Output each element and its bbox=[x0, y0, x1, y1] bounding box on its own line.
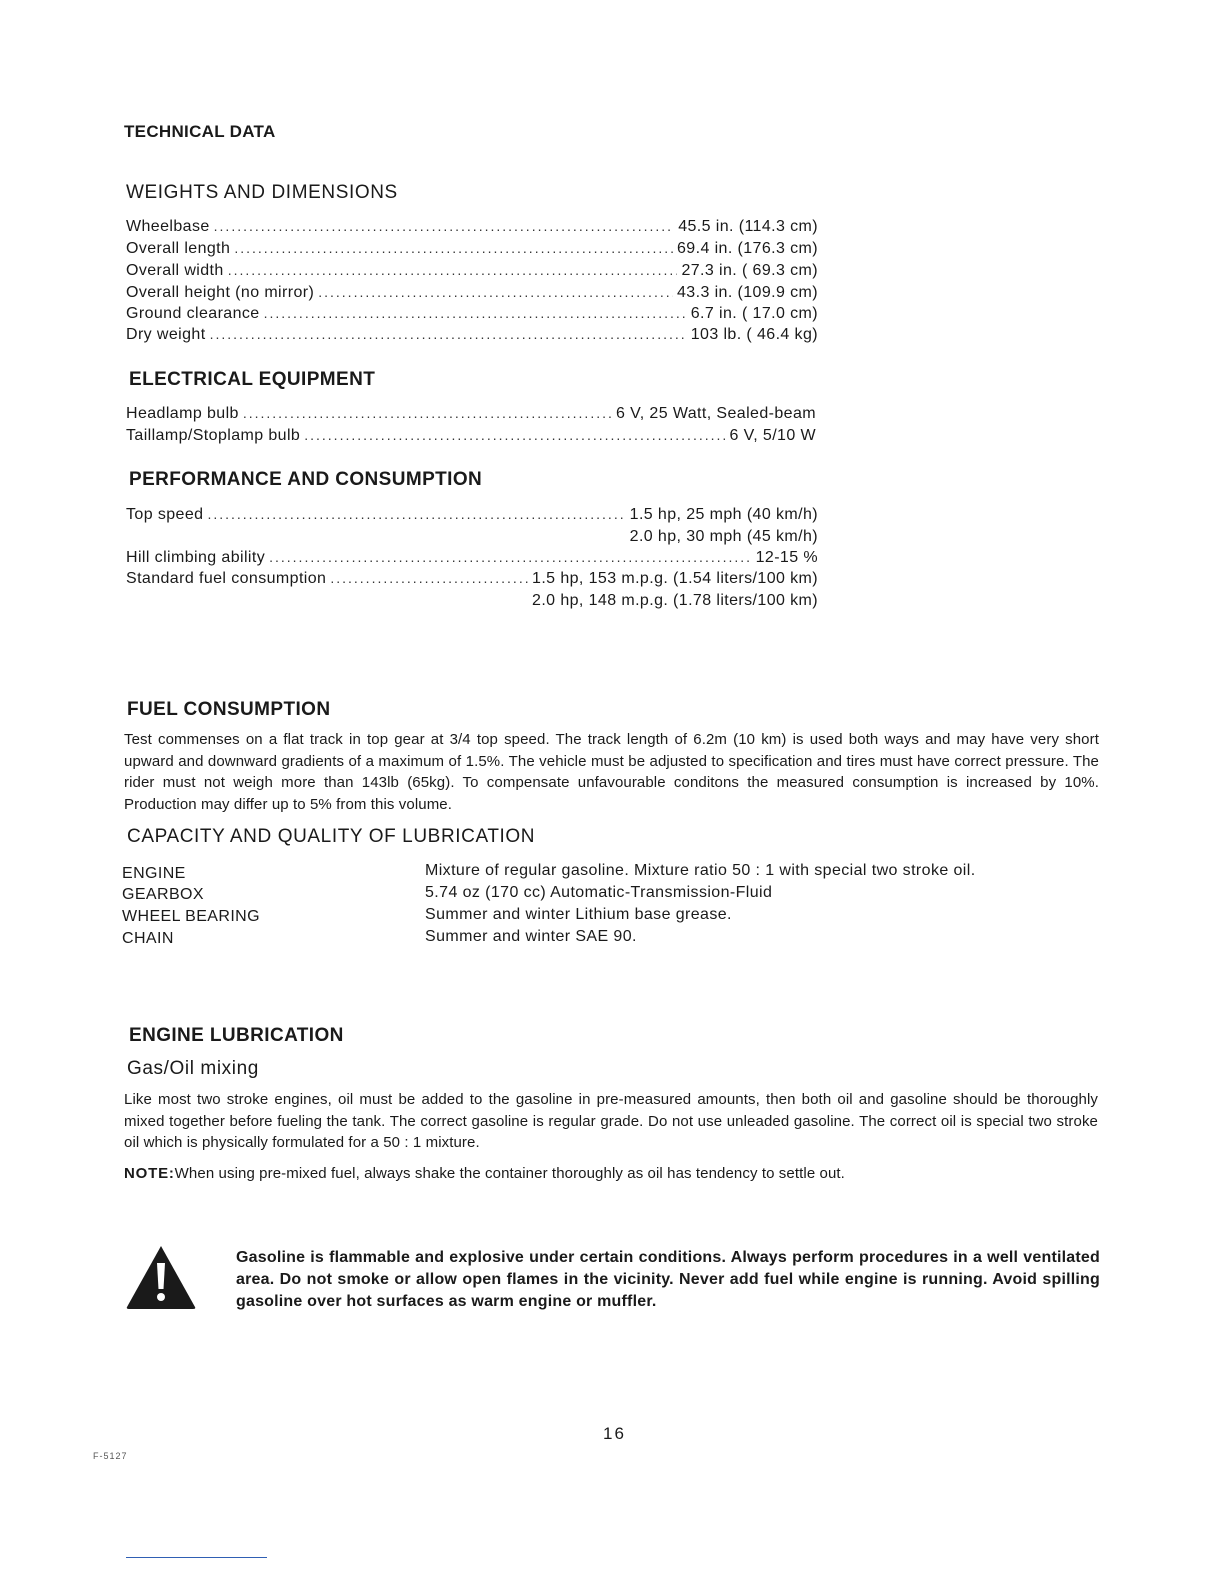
spec-label: Overall length bbox=[126, 240, 231, 257]
spec-row bbox=[126, 549, 818, 571]
lubrication-heading: CAPACITY AND QUALITY OF LUBRICATION bbox=[127, 826, 536, 847]
engine-lub-paragraph: Like most two stroke engines, oil must be added to the gasoline in pre-measured amounts, then both oil and gasoline should be thoroughly mixed together before fueling the tank. The correct gasoline is regular grade. Do not use unleaded gasoline. The correct oil is special two stroke oil which is physically formulated for a 50 : 1 mixture. bbox=[124, 1091, 1098, 1151]
spec-value: 1.5 hp, 25 mph (40 km/h) bbox=[629, 506, 818, 523]
note bbox=[124, 1163, 1104, 1185]
spec-value: 69.4 in. (176.3 cm) bbox=[677, 240, 818, 257]
spec-value: 45.5 in. (114.3 cm) bbox=[678, 218, 818, 235]
spec-label: Wheelbase bbox=[126, 218, 210, 235]
spec-row bbox=[126, 506, 818, 528]
lub-spec: Mixture of regular gasoline. Mixture ratio 50 : 1 with special two stroke oil. bbox=[425, 862, 976, 879]
spec-label: Ground clearance bbox=[126, 305, 260, 322]
fuel-paragraph: Test commenses on a flat track in top gear at 3/4 top speed. The track length of 6.2m (10 km) is used both ways and may have very short upward and downward gradients of a maximum of 1.5%. The vehicle must be adjusted to specification and tires must have correct pressure. The rider must not weigh more than 143lb (65kg). To compensate unfavourable conditons the measured consumption is increased by 10%. Production may differ up to 5% from this volume. bbox=[124, 731, 1099, 813]
spec-label: Taillamp/Stoplamp bulb bbox=[126, 427, 301, 444]
spec-value: 43.3 in. (109.9 cm) bbox=[677, 284, 818, 301]
spec-row bbox=[126, 284, 818, 306]
spec-label: Top speed bbox=[126, 506, 204, 523]
engine-lub-subheading: Gas/Oil mixing bbox=[127, 1058, 259, 1079]
spec-row bbox=[126, 305, 818, 327]
warning-triangle-icon bbox=[124, 1243, 198, 1311]
spec-label: Overall width bbox=[126, 262, 224, 279]
bottom-rule bbox=[126, 1557, 267, 1558]
spec-row bbox=[126, 240, 818, 262]
spec-row bbox=[126, 570, 818, 592]
spec-value: 103 lb. ( 46.4 kg) bbox=[690, 326, 818, 343]
weights-heading: WEIGHTS AND DIMENSIONS bbox=[126, 182, 398, 203]
warning-text: Gasoline is flammable and explosive under certain conditions. Always perform procedures in a well ventilated area. Do not smoke or allow open flames in the vicinity. Never add fuel while engine is running. Avoid spilling gasoline over hot surfaces as warm engine or muffler. bbox=[236, 1249, 1100, 1310]
spec-row bbox=[126, 427, 816, 449]
lub-item: WHEEL BEARING bbox=[122, 908, 260, 925]
spec-label: Dry weight bbox=[126, 326, 206, 343]
electrical-heading: ELECTRICAL EQUIPMENT bbox=[129, 369, 376, 390]
spec-value: 1.5 hp, 153 m.p.g. (1.54 liters/100 km) bbox=[532, 570, 818, 587]
lub-item: GEARBOX bbox=[122, 886, 204, 903]
spec-value: 6 V, 5/10 W bbox=[729, 427, 816, 444]
spec-label: Standard fuel consumption bbox=[126, 570, 327, 587]
footer-code: F-5127 bbox=[93, 1451, 128, 1461]
engine-lub-heading: ENGINE LUBRICATION bbox=[129, 1025, 344, 1046]
spec-label: Overall height (no mirror) bbox=[126, 284, 315, 301]
spec-value: 6.7 in. ( 17.0 cm) bbox=[690, 305, 818, 322]
lub-spec: 5.74 oz (170 cc) Automatic-Transmission-Fluid bbox=[425, 884, 773, 901]
note-text: When using pre-mixed fuel, always shake the container thoroughly as oil has tendency to settle out. bbox=[174, 1165, 845, 1182]
spec-label: Headlamp bulb bbox=[126, 405, 239, 422]
spec-value-continuation: 2.0 hp, 148 m.p.g. (1.78 liters/100 km) bbox=[532, 592, 818, 609]
spec-row bbox=[126, 326, 818, 348]
lub-spec: Summer and winter SAE 90. bbox=[425, 928, 637, 945]
spec-row bbox=[126, 405, 816, 427]
page-number: 16 bbox=[603, 1424, 626, 1443]
note-label: NOTE: bbox=[124, 1165, 175, 1182]
performance-heading: PERFORMANCE AND CONSUMPTION bbox=[129, 469, 483, 490]
fuel-heading: FUEL CONSUMPTION bbox=[127, 699, 331, 720]
spec-value: 6 V, 25 Watt, Sealed-beam bbox=[615, 405, 816, 422]
spec-value: 12-15 % bbox=[755, 549, 818, 566]
spec-row bbox=[126, 218, 818, 240]
lub-spec: Summer and winter Lithium base grease. bbox=[425, 906, 732, 923]
lub-item: ENGINE bbox=[122, 865, 186, 882]
spec-value: 27.3 in. ( 69.3 cm) bbox=[681, 262, 818, 279]
page-title: TECHNICAL DATA bbox=[124, 122, 276, 141]
spec-value-continuation: 2.0 hp, 30 mph (45 km/h) bbox=[629, 528, 818, 545]
lub-item: CHAIN bbox=[122, 930, 174, 947]
spec-row bbox=[126, 262, 818, 284]
spec-label: Hill climbing ability bbox=[126, 549, 266, 566]
